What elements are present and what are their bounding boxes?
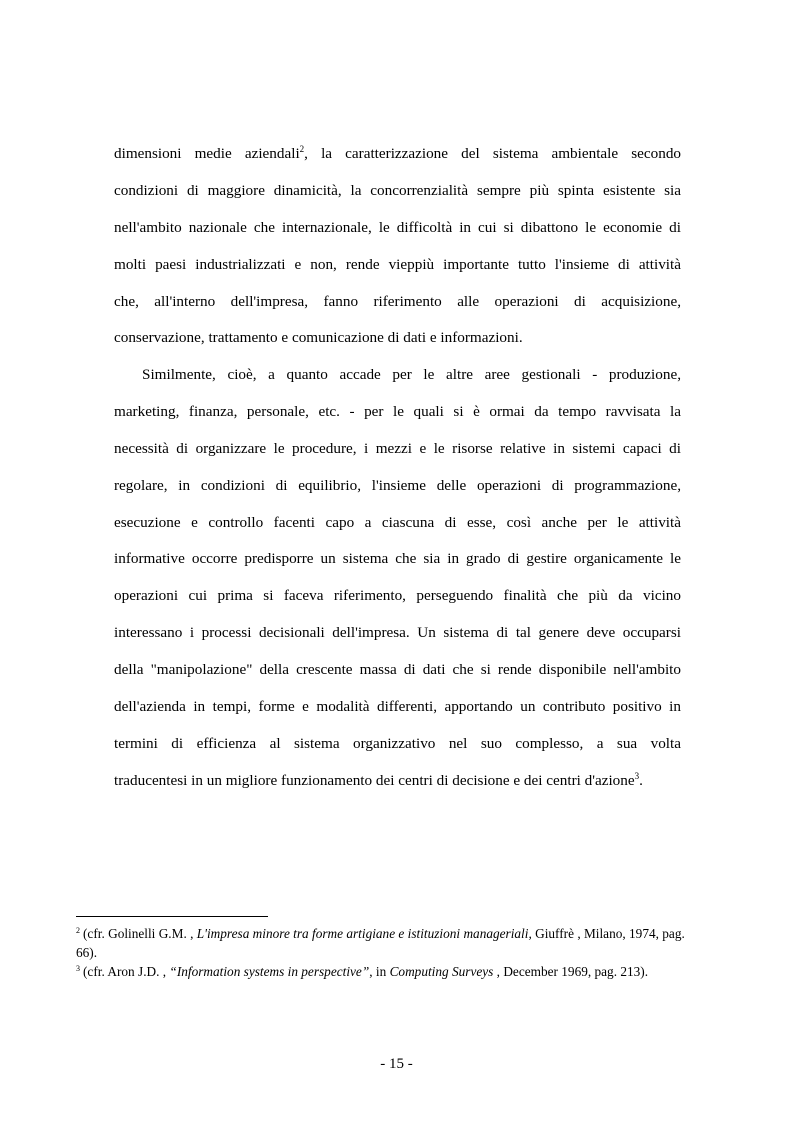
text-line: dell'azienda in tempi, forme e modalità differenti, apportando un contributo positivo in <box>114 698 681 716</box>
footnote-2-continuation: 66). <box>76 945 98 960</box>
text-line: operazioni cui prima si faceva riferimento, perseguendo finalità che più da vicino <box>114 587 681 605</box>
footnote-3: $^3$ (cfr. Aron J.D. , “Information systems in perspective”, in Computing Surveys , December 1969, pag. 213). <box>76 964 649 979</box>
text-line: conservazione, trattamento e comunicazione di dati e informazioni. <box>114 329 523 347</box>
text-line: dimensioni medie aziendali$^2$, la caratterizzazione del sistema ambientale secondo <box>114 144 682 162</box>
footnote-2: $^2$ (cfr. Golinelli G.M. , L'impresa minore tra forme artigiane e istituzioni manageriali, Giuffrè , Milano, 1974, pag. <box>76 926 685 941</box>
text-line: necessità di organizzare le procedure, i mezzi e le risorse relative in sistemi capaci di <box>114 439 681 457</box>
text-line: della "manipolazione" della crescente massa di dati che si rende disponibile nell'ambito <box>114 661 681 679</box>
footnote-mark: 3 <box>76 964 80 973</box>
text-line: interessano i processi decisionali dell'impresa. Un sistema di tal genere deve occuparsi <box>114 624 681 642</box>
text-line: molti paesi industrializzati e non, rende vieppiù importante tutto l'insieme di attività <box>114 255 681 273</box>
text-line: esecuzione e controllo facenti capo a ciascuna di esse, così anche per le attività <box>114 513 681 531</box>
text-line: marketing, finanza, personale, etc. - per le quali si è ormai da tempo ravvisata la <box>114 402 681 420</box>
text-line: regolare, in condizioni di equilibrio, l'insieme delle operazioni di programmazione, <box>114 476 681 494</box>
footnote-mark: 2 <box>76 926 80 935</box>
page-number: - 15 - <box>380 1056 413 1072</box>
footnotes <box>76 924 712 981</box>
text-line: nell'ambito nazionale che internazionale, le difficoltà in cui si dibattono le economie di <box>114 218 681 236</box>
footnote-separator <box>76 916 268 917</box>
footnote-ref-2[interactable]: 2 <box>299 144 305 154</box>
text-line: condizioni di maggiore dinamicità, la concorrenzialità sempre più spinta esistente sia <box>114 181 681 199</box>
text-line: traducentesi in un migliore funzionamento dei centri di decisione e dei centri d'azione$^3$. <box>114 770 643 789</box>
footnote-ref-3[interactable]: 3 <box>634 770 640 781</box>
text-line: termini di efficienza al sistema organizzativo nel suo complesso, a sua volta <box>114 734 681 752</box>
paragraph-1 <box>114 136 681 357</box>
text-line: che, all'interno dell'impresa, fanno riferimento alle operazioni di acquisizione, <box>114 292 681 310</box>
paragraph-2 <box>114 357 681 800</box>
text-line: informative occorre predisporre un sistema che sia in grado di gestire organicamente le <box>114 550 681 568</box>
text-line: Similmente, cioè, a quanto accade per le altre aree gestionali - produzione, <box>142 366 681 383</box>
